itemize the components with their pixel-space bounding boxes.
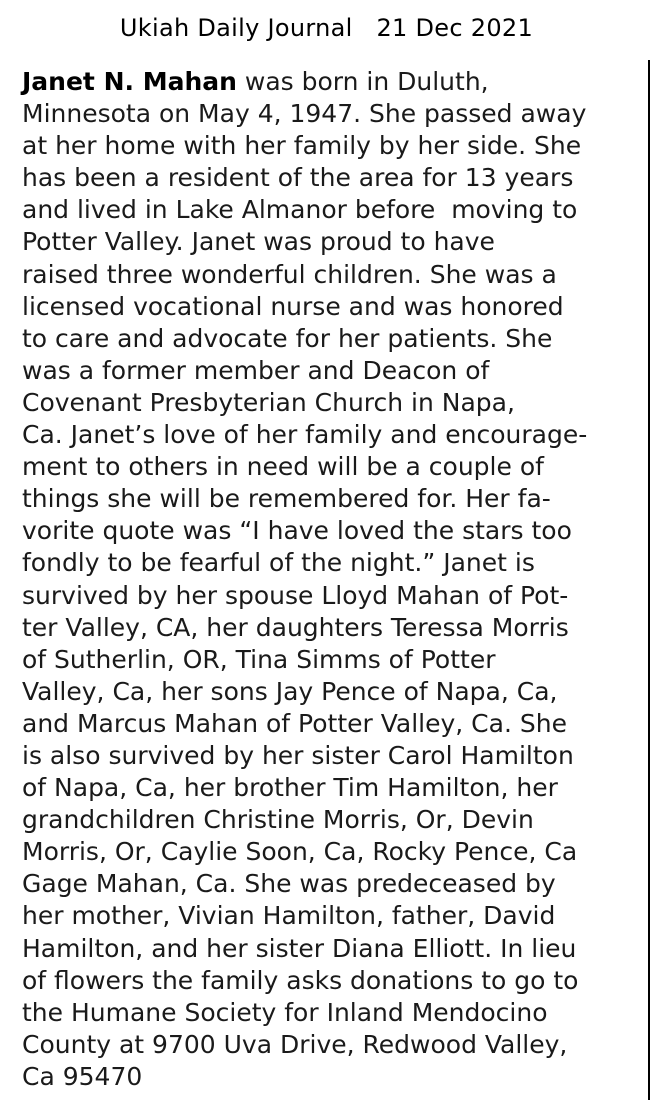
- text-line: at her home with her family by her side. She: [22, 131, 582, 161]
- text-line: is also survived by her sister Carol Hamilton: [22, 740, 574, 770]
- text-line: ter Valley, CA, her daughters Teressa Morris: [22, 612, 569, 642]
- text-line: Valley, Ca, her sons Jay Pence of Napa, Ca,: [22, 676, 558, 706]
- text-line: of flowers the family asks donations to go to: [22, 965, 579, 995]
- text-line: the Humane Society for Inland Mendocino: [22, 997, 548, 1027]
- text-line: Gage Mahan, Ca. She was predeceased by: [22, 869, 556, 899]
- page-header: [0, 14, 653, 42]
- text-line: was a former member and Deacon of: [22, 355, 490, 385]
- text-line: Minnesota on May 4, 1947. She passed away: [22, 99, 587, 129]
- column-rule: [648, 60, 650, 1100]
- text-line: County at 9700 Uva Drive, Redwood Valley,: [22, 1029, 568, 1059]
- text-line: Ca 95470: [22, 1061, 143, 1091]
- text-line: Potter Valley. Janet was proud to have: [22, 227, 495, 257]
- text-line: Hamilton, and her sister Diana Elliott. In lieu: [22, 933, 577, 963]
- text-line: Ca. Janet’s love of her family and encourage-: [22, 420, 588, 450]
- text-line: vorite quote was “I have loved the stars too: [22, 516, 572, 546]
- publication-name: Ukiah Daily Journal: [119, 14, 353, 42]
- text-line: of Sutherlin, OR, Tina Simms of Potter: [22, 644, 496, 674]
- text-line: raised three wonderful children. She was a: [22, 259, 557, 289]
- text-line: things she will be remembered for. Her fa-: [22, 484, 551, 514]
- text-line: of Napa, Ca, her brother Tim Hamilton, her: [22, 773, 558, 803]
- text-line: grandchildren Christine Morris, Or, Devin: [22, 805, 534, 835]
- text-line: Morris, Or, Caylie Soon, Ca, Rocky Pence, Ca: [22, 837, 578, 867]
- deceased-name: Janet N. Mahan: [22, 67, 237, 96]
- text-line: licensed vocational nurse and was honored: [22, 291, 564, 321]
- text-line: to care and advocate for her patients. She: [22, 323, 553, 353]
- text-line: her mother, Vivian Hamilton, father, David: [22, 901, 556, 931]
- text-line: Covenant Presbyterian Church in Napa,: [22, 387, 515, 417]
- obituary-text: [22, 66, 646, 1093]
- text-line: and Marcus Mahan of Potter Valley, Ca. She: [22, 708, 567, 738]
- first-line-text: was born in Duluth,: [236, 67, 489, 96]
- text-line: survived by her spouse Lloyd Mahan of Pot-: [22, 580, 569, 610]
- text-line: [22, 66, 646, 98]
- text-line: and lived in Lake Almanor before moving to: [22, 195, 578, 225]
- text-line: fondly to be fearful of the night.” Janet is: [22, 548, 535, 578]
- text-line: has been a resident of the area for 13 years: [22, 163, 574, 193]
- publication-date: 21 Dec 2021: [376, 14, 534, 42]
- text-line: ment to others in need will be a couple of: [22, 452, 544, 482]
